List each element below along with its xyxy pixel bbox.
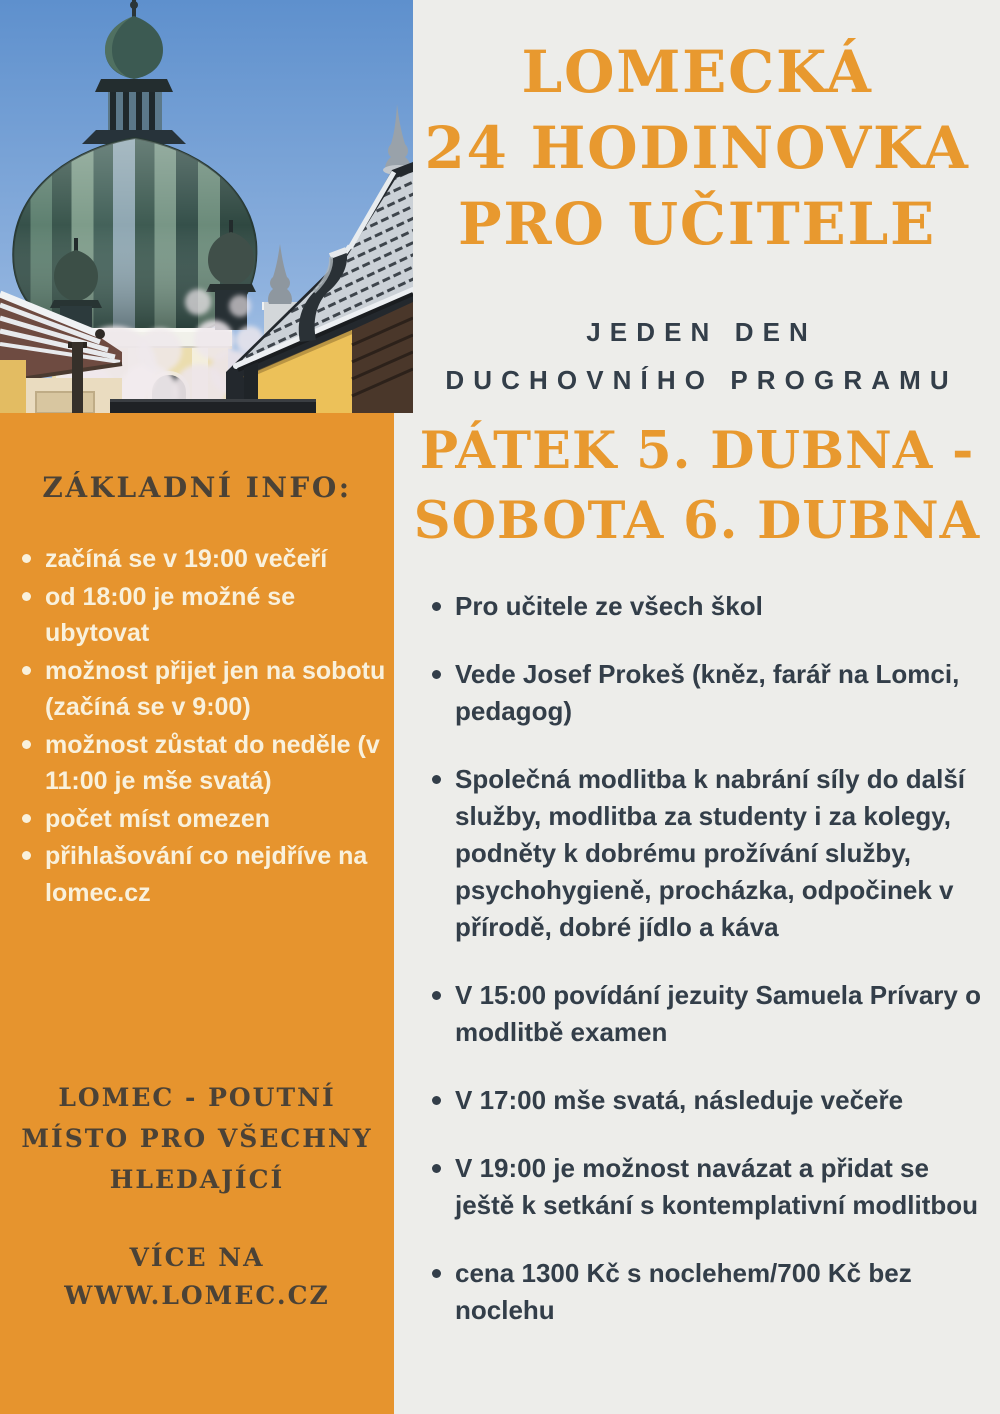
info-list-item: počet míst omezen xyxy=(20,801,386,838)
website-line: VÍCE NA xyxy=(129,1243,265,1272)
subtitle xyxy=(394,308,1000,404)
date-line: PÁTEK 5. DUBNA - xyxy=(419,421,975,481)
event-dates xyxy=(394,416,1000,556)
info-list-item: přihlašování co nejdříve na lomec.cz xyxy=(20,838,386,911)
title-line: 24 HODINOVKA xyxy=(424,114,970,182)
program-list-item: Vede Josef Prokeš (kněz, farář na Lomci, pedagog) xyxy=(432,656,984,730)
motto xyxy=(0,1077,394,1200)
program-list-item: V 15:00 povídání jezuity Samuela Prívary o modlitbě examen xyxy=(432,977,984,1051)
main-content xyxy=(394,0,1000,1414)
info-panel xyxy=(0,413,394,1414)
info-list-item: od 18:00 je možné se ubytovat xyxy=(20,579,386,652)
motto-line: HLEDAJÍCÍ xyxy=(109,1165,285,1194)
info-list-item: začíná se v 19:00 večeří xyxy=(20,541,386,578)
program-list-item: Pro učitele ze všech škol xyxy=(432,588,984,625)
website-line: WWW.LOMEC.CZ xyxy=(64,1281,330,1310)
info-heading: ZÁKLADNÍ INFO: xyxy=(42,471,352,504)
program-list xyxy=(432,588,984,1360)
fence xyxy=(110,399,316,413)
motto-line: MÍSTO PRO VŠECHNY xyxy=(21,1124,373,1153)
motto-line: LOMEC - POUTNÍ xyxy=(58,1083,336,1112)
page-title xyxy=(394,34,1000,262)
program-list-item: cena 1300 Kč s noclehem/700 Kč bez noclehu xyxy=(432,1255,984,1329)
title-line: LOMECKÁ xyxy=(521,38,873,106)
date-line: SOBOTA 6. DUBNA xyxy=(413,491,981,551)
program-list-item: Společná modlitba k nabrání síly do další služby, modlitba za studenty i za kolegy, podněty k dobrému prožívání služby, psychohygieně, procházka, odpočinek v přírodě, dobré jídlo a káva xyxy=(432,761,984,946)
subtitle-line: DUCHOVNÍHO PROGRAMU xyxy=(445,365,958,395)
subtitle-line: JEDEN DEN xyxy=(586,317,817,347)
program-list-item: V 17:00 mše svatá, následuje večeře xyxy=(432,1082,984,1119)
info-list xyxy=(20,541,386,912)
website-note xyxy=(0,1239,394,1315)
church-photo-illustration xyxy=(0,0,413,413)
title-line: PRO UČITELE xyxy=(458,190,936,258)
program-list-item: V 19:00 je možnost navázat a přidat se ještě k setkání s kontemplativní modlitbou xyxy=(432,1150,984,1224)
info-list-item: možnost přijet jen na sobotu (začíná se v 9:00) xyxy=(20,653,386,726)
church-photo xyxy=(0,0,413,413)
info-list-item: možnost zůstat do neděle (v 11:00 je mše svatá) xyxy=(20,727,386,800)
